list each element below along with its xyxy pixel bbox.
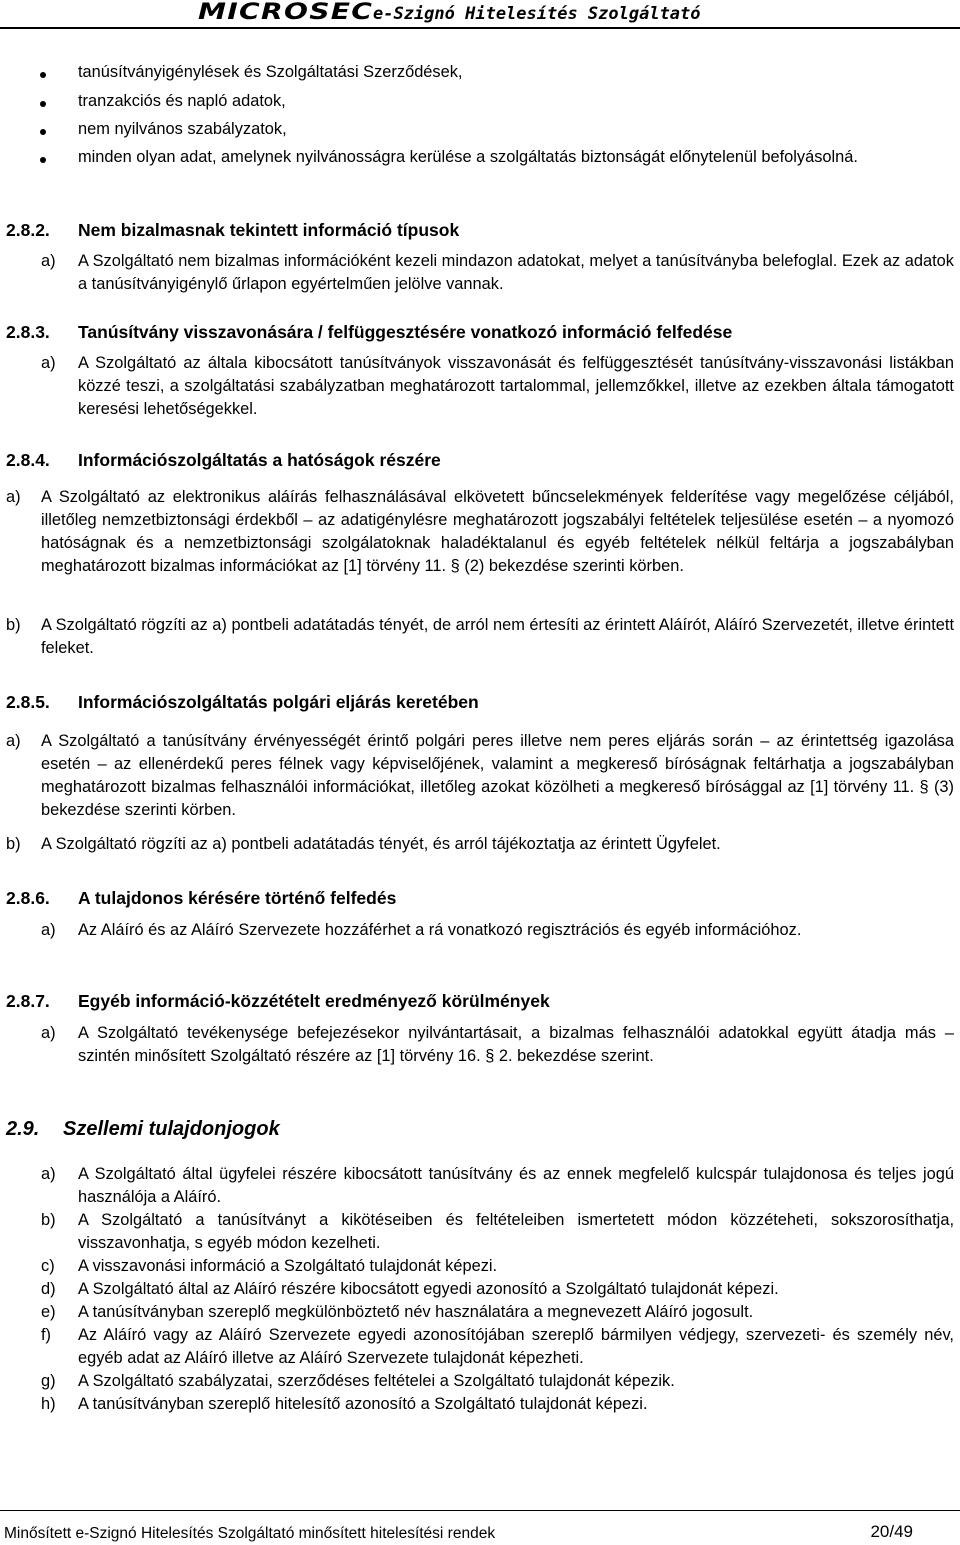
list-item: A visszavonási információ a Szolgáltató tulajdonát képezi. [78,1257,498,1275]
item-marker: g) [41,1372,56,1390]
item-marker: a) [41,921,56,939]
list-item: A Szolgáltató által ügyfelei részére kibocsátott tanúsítvány és az ennek megfelelő kulcspár tulajdonosa és teljes jogú használója a Aláíró. [78,1165,954,1206]
section-title: Információszolgáltatás a hatóságok részére [78,450,441,470]
section-title: Információszolgáltatás polgári eljárás keretében [78,692,479,712]
microsec-logo: MICROSEC [198,0,374,25]
list-item: Az Aláíró vagy az Aláíró Szervezete egyedi azonosítójában szereplő bármilyen védjegy, szervezeti- és személy név, egyéb adat az Aláíró illetve az Aláíró Szervezete tulajdonát képezheti. [78,1326,954,1367]
item-marker: b) [6,616,21,634]
paragraph: A Szolgáltató nem bizalmas információként kezeli mindazon adatokat, melyet a tanúsítványba belefoglal. Ezek az adatok a tanúsítványigénylő űrlapon egyértelműen jelölve vannak. [78,252,954,293]
list-item: A Szolgáltató a tanúsítványt a kikötéseiben és feltételeiben ismertetett módon közzéteheti, sokszorosíthatja, visszavonhatja, s egyéb módon kezelheti. [78,1211,954,1252]
paragraph: A Szolgáltató az elektronikus aláírás felhasználásával elkövetett bűncselekmények felderítése vagy megelőzése céljából, illetőleg nemzetbiztonsági érdekből – az adatigénylésre meghatározott jogszabályi feltételek teljesülése esetén – a nyomozó hatóságnak és a nemzetbiztonsági szolgálatoknak haladéktalanul és egyéb feltételek nélkül feltárja a jogszabályban meghatározott bizalmas információkat az [1] törvény 11. § (2) bekezdése szerinti körben. [41,488,954,575]
paragraph: Az Aláíró és az Aláíró Szervezete hozzáférhet a rá vonatkozó regisztrációs és egyéb információhoz. [78,921,802,939]
item-marker: h) [41,1395,56,1413]
list-item: A tanúsítványban szereplő megkülönböztető név használatára a megnevezett Aláíró jogosult. [78,1303,754,1321]
item-marker: f) [41,1326,52,1344]
list-item: tanúsítványigénylések és Szolgáltatási Szerződések, [78,63,463,81]
bullet-icon [40,101,46,107]
section-number: 2.8.5. [6,692,50,712]
paragraph: A Szolgáltató az általa kibocsátott tanúsítványok visszavonását és felfüggesztését tanúsítvány-visszavonási listákban közzé teszi, a szolgáltatási szabályzatban meghatározott tartalommal, jellemzőkkel, illetve az ezekben általa támogatott keresési lehetőségekkel. [78,354,954,418]
item-marker: b) [6,835,21,853]
footer-document-title: Minősített e-Szignó Hitelesítés Szolgáltató minősített hitelesítési rendek [4,1525,496,1542]
bullet-icon [40,157,46,163]
item-marker: e) [41,1303,56,1321]
section-number: 2.8.6. [6,888,50,908]
bullet-icon [40,129,46,135]
section-title: Szellemi tulajdonjogok [63,1118,280,1140]
section-number: 2.8.3. [6,322,50,342]
bullet-icon [40,72,46,78]
item-marker: a) [41,354,56,372]
list-item: A Szolgáltató szabályzatai, szerződéses feltételei a Szolgáltató tulajdonát képezik. [78,1372,675,1390]
header-divider [0,27,960,29]
item-marker: d) [41,1280,56,1298]
item-marker: c) [41,1257,55,1275]
footer-divider [0,1510,960,1511]
list-item: minden olyan adat, amelynek nyilvánosságra kerülése a szolgáltatás biztonságát előnytelenül befolyásolná. [78,148,858,166]
item-marker: a) [41,252,56,270]
section-number: 2.8.2. [6,220,50,240]
page-header [0,0,960,27]
section-number: 2.9. [6,1118,40,1140]
section-title: Nem bizalmasnak tekintett információ típusok [78,220,460,240]
item-marker: a) [6,488,21,506]
list-item: tranzakciós és napló adatok, [78,92,286,110]
item-marker: a) [6,732,21,750]
section-number: 2.8.7. [6,991,50,1011]
paragraph: A Szolgáltató rögzíti az a) pontbeli adatátadás tényét, de arról nem értesíti az érintett Aláírót, Aláíró Szervezetét, illetve érintett feleket. [41,616,954,657]
list-item: A tanúsítványban szereplő hitelesítő azonosító a Szolgáltató tulajdonát képezi. [78,1395,648,1413]
item-marker: a) [41,1165,56,1183]
paragraph: A Szolgáltató a tanúsítvány érvényességét érintő polgári peres illetve nem peres eljárás során – az érintettség igazolása esetén – az ellenérdekű peres félnek vagy képviselőjének, valamint a megkereső bíróságnak feltárhatja a jogszabályban meghatározott bizalmas felhasználói információkat, illetőleg azokat közölheti a megkereső bírósággal az [1] törvény 11. § (3) bekezdése szerinti körben. [41,732,954,819]
section-heading-2-9 [6,1116,946,1142]
header-subtitle: e-Szignó Hitelesítés Szolgáltató [373,4,701,24]
paragraph: A Szolgáltató rögzíti az a) pontbeli adatátadás tényét, és arról tájékoztatja az érintett Ügyfelet. [41,835,721,853]
section-title: A tulajdonos kérésére történő felfedés [78,888,397,908]
paragraph: A Szolgáltató tevékenysége befejezésekor nyilvántartásait, a bizalmas felhasználói adatokkal együtt átadja más – szintén minősített Szolgáltató részére az [1] törvény 16. § 2. bekezdése szerint. [78,1024,954,1065]
section-number: 2.8.4. [6,450,50,470]
section-title: Tanúsítvány visszavonására / felfüggesztésére vonatkozó információ felfedése [78,322,733,342]
section-title: Egyéb információ-közzétételt eredményező körülmények [78,991,550,1011]
page-number: 20/49 [870,1522,913,1541]
item-marker: a) [41,1024,56,1042]
list-item: A Szolgáltató által az Aláíró részére kibocsátott egyedi azonosító a Szolgáltató tulajdonát képezi. [78,1280,779,1298]
item-marker: b) [41,1211,56,1229]
list-item: nem nyilvános szabályzatok, [78,120,287,138]
